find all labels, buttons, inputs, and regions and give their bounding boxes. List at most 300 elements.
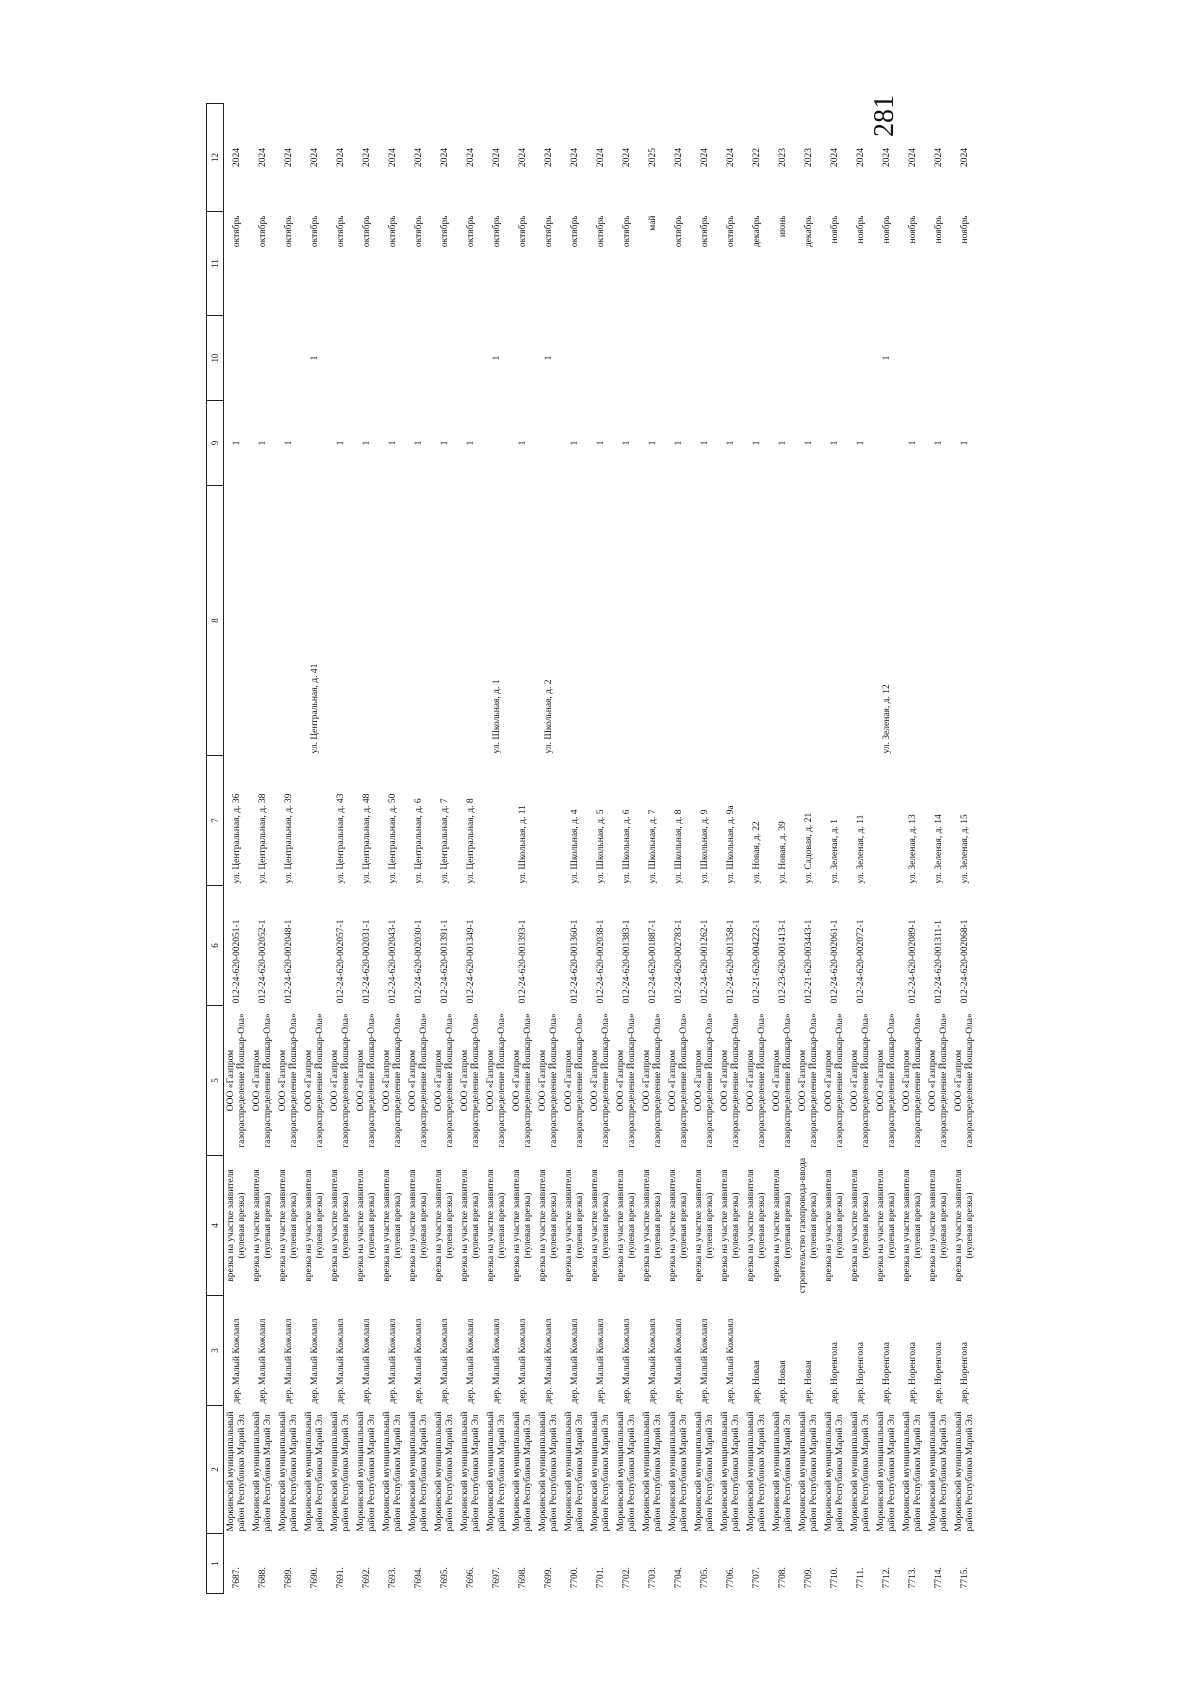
village-cell: дер. Малый Кожлаял [387, 1318, 398, 1404]
organization-cell-line: газораспределение Йошкар-Ола» [913, 1013, 923, 1148]
district-cell [458, 1406, 484, 1534]
district-cell-line: Моркинский муниципальный [772, 1411, 782, 1532]
organization-cell [562, 1006, 588, 1156]
address-alt-cell [224, 486, 251, 756]
organization-cell [510, 1006, 536, 1156]
row-number: 7691. [335, 1567, 346, 1589]
application-code-cell: 012-24-620-002061-1 [829, 919, 840, 1004]
district-cell [380, 1406, 406, 1534]
quantity-alt-cell [614, 316, 640, 401]
application-code-cell [484, 886, 510, 1006]
table-row [484, 104, 510, 1594]
quantity-alt-cell: 1 [543, 355, 554, 361]
year-cell: 2024 [335, 148, 346, 167]
month-cell: октябрь [387, 215, 398, 248]
quantity-alt-cell: 1 [309, 355, 320, 361]
table-row [744, 104, 770, 1594]
work-type-cell [458, 1156, 484, 1296]
quantity-cell: 1 [413, 440, 424, 446]
application-code-cell: 012-24-620-002089-1 [907, 919, 918, 1004]
year-cell: 2024 [881, 148, 892, 167]
village-cell: дер. Малый Кожлаял [543, 1318, 554, 1404]
quantity-alt-cell [926, 316, 952, 401]
organization-cell-line: газораспределение Йошкар-Ола» [939, 1013, 949, 1148]
organization-cell-line: ООО «Газпром [720, 1049, 730, 1112]
district-cell-line: район Республики Марий Эл [549, 1414, 559, 1532]
organization-cell [458, 1006, 484, 1156]
address-alt-cell: ул. Центральная, д. 41 [309, 663, 320, 754]
district-cell [510, 1406, 536, 1534]
table-row [718, 104, 744, 1594]
row-number: 7713. [907, 1567, 918, 1589]
quantity-cell: 1 [439, 440, 450, 446]
district-cell-line: район Республики Марий Эл [835, 1414, 845, 1532]
row-number: 7702. [621, 1567, 632, 1589]
organization-cell [354, 1006, 380, 1156]
month-cell: октябрь [699, 215, 710, 248]
work-type-cell [302, 1156, 328, 1296]
organization-cell-line: газораспределение Йошкар-Ола» [965, 1013, 975, 1148]
address-cell: ул. Центральная, д. 50 [387, 793, 398, 884]
organization-cell-line: газораспределение Йошкар-Ола» [835, 1013, 845, 1148]
table-row [822, 104, 848, 1594]
organization-cell-line: газораспределение Йошкар-Ола» [445, 1013, 455, 1148]
column-header-11: 11 [207, 212, 224, 316]
work-type-cell-line: (нулевая врезка) [341, 1192, 351, 1259]
address-alt-cell [588, 486, 614, 756]
district-cell-line: Моркинский муниципальный [538, 1411, 548, 1532]
organization-cell-line: ООО «Газпром [278, 1049, 288, 1112]
quantity-cell: 1 [257, 440, 268, 446]
month-cell: июнь [777, 215, 788, 238]
row-number: 7706. [725, 1567, 736, 1589]
district-cell-line: район Республики Марий Эл [263, 1414, 273, 1532]
year-cell: 2025 [647, 148, 658, 167]
month-cell: октябрь [621, 215, 632, 248]
organization-cell [614, 1006, 640, 1156]
organization-cell-line: ООО «Газпром [590, 1049, 600, 1112]
address-alt-cell [952, 486, 978, 756]
organization-cell [874, 1006, 900, 1156]
district-cell-line: Моркинский муниципальный [486, 1411, 496, 1532]
work-type-cell-line: (нулевая врезка) [939, 1192, 949, 1259]
row-number: 7697. [491, 1567, 502, 1589]
work-type-cell-line: (нулевая врезка) [237, 1192, 247, 1259]
organization-cell [926, 1006, 952, 1156]
quantity-alt-cell [562, 316, 588, 401]
quantity-alt-cell [432, 316, 458, 401]
gasification-table [206, 103, 978, 1594]
quantity-cell: 1 [361, 440, 372, 446]
village-cell: дер. Малый Кожлаял [569, 1318, 580, 1404]
district-cell-line: Моркинский муниципальный [278, 1411, 288, 1532]
organization-cell-line: ООО «Газпром [564, 1049, 574, 1112]
village-cell: дер. Норенгола [933, 1342, 944, 1404]
work-type-cell-line: (нулевая врезка) [315, 1192, 325, 1259]
organization-cell [770, 1006, 796, 1156]
district-cell-line: Моркинский муниципальный [902, 1411, 912, 1532]
column-header-1: 1 [207, 1534, 224, 1594]
organization-cell-line: ООО «Газпром [486, 1049, 496, 1112]
district-cell [406, 1406, 432, 1534]
district-cell-line: район Республики Марий Эл [679, 1414, 689, 1532]
table-row [510, 104, 536, 1594]
month-cell: октябрь [725, 215, 736, 248]
work-type-cell [848, 1156, 874, 1296]
address-alt-cell [276, 486, 302, 756]
work-type-cell-line: врезка на участке заявителя [642, 1169, 652, 1282]
header-row [207, 104, 224, 1594]
village-cell: дер. Малый Кожлаял [491, 1318, 502, 1404]
district-cell [796, 1406, 822, 1534]
organization-cell-line: ООО «Газпром [382, 1049, 392, 1112]
quantity-alt-cell [900, 316, 926, 401]
village-cell: дер. Новая [777, 1360, 788, 1404]
month-cell: октябрь [517, 215, 528, 248]
organization-cell [744, 1006, 770, 1156]
row-number: 7709. [803, 1567, 814, 1589]
work-type-cell-line: строительство газопровода-ввода [798, 1157, 808, 1294]
work-type-cell-line: (нулевая врезка) [653, 1192, 663, 1259]
address-alt-cell [770, 486, 796, 756]
month-cell: октябрь [283, 215, 294, 248]
table-row [380, 104, 406, 1594]
application-code-cell: 012-24-620-002052-1 [257, 919, 268, 1004]
quantity-alt-cell [640, 316, 666, 401]
district-cell-line: район Республики Марий Эл [575, 1414, 585, 1532]
application-code-cell: 012-24-620-002783-1 [673, 919, 684, 1004]
quantity-cell: 1 [907, 440, 918, 446]
address-cell: ул. Новая, д. 22 [751, 821, 762, 884]
year-cell: 2024 [829, 148, 840, 167]
table-row [848, 104, 874, 1594]
district-cell-line: Моркинский муниципальный [824, 1411, 834, 1532]
application-code-cell: 012-23-620-001413-1 [777, 919, 788, 1004]
organization-cell-line: газораспределение Йошкар-Ола» [731, 1013, 741, 1148]
organization-cell-line: ООО «Газпром [330, 1049, 340, 1112]
organization-cell-line: ООО «Газпром [694, 1049, 704, 1112]
work-type-cell [822, 1156, 848, 1296]
organization-cell [302, 1006, 328, 1156]
table-row [406, 104, 432, 1594]
work-type-cell [926, 1156, 952, 1296]
row-number: 7712. [881, 1567, 892, 1589]
organization-cell-line: газораспределение Йошкар-Ола» [783, 1013, 793, 1148]
district-cell-line: район Республики Марий Эл [601, 1414, 611, 1532]
application-code-cell: 012-24-620-001383-1 [621, 919, 632, 1004]
table-header [207, 104, 224, 1594]
address-cell: ул. Центральная, д. 36 [231, 793, 242, 884]
district-cell [744, 1406, 770, 1534]
work-type-cell [718, 1156, 744, 1296]
month-cell: октябрь [231, 215, 242, 248]
quantity-cell: 1 [283, 440, 294, 446]
district-cell [874, 1406, 900, 1534]
district-cell-line: район Республики Марий Эл [913, 1414, 923, 1532]
year-cell: 2024 [361, 148, 372, 167]
month-cell: ноябрь [959, 215, 970, 244]
organization-cell-line: ООО «Газпром [434, 1049, 444, 1112]
work-type-cell-line: врезка на участке заявителя [278, 1169, 288, 1282]
organization-cell-line: ООО «Газпром [824, 1049, 834, 1112]
address-alt-cell [562, 486, 588, 756]
district-cell-line: район Республики Марий Эл [887, 1414, 897, 1532]
quantity-alt-cell [796, 316, 822, 401]
address-cell: ул. Школьная, д. 5 [595, 809, 606, 884]
organization-cell [406, 1006, 432, 1156]
organization-cell-line: газораспределение Йошкар-Ола» [861, 1013, 871, 1148]
district-cell [328, 1406, 354, 1534]
quantity-alt-cell [666, 316, 692, 401]
organization-cell [536, 1006, 562, 1156]
quantity-alt-cell [744, 316, 770, 401]
organization-cell [848, 1006, 874, 1156]
address-alt-cell [406, 486, 432, 756]
address-alt-cell [380, 486, 406, 756]
quantity-cell: 1 [803, 440, 814, 446]
address-alt-cell [744, 486, 770, 756]
month-cell: май [647, 215, 658, 231]
work-type-cell [952, 1156, 978, 1296]
district-cell-line: район Республики Марий Эл [627, 1414, 637, 1532]
application-code-cell: 012-24-620-002068-1 [959, 919, 970, 1004]
address-cell: ул. Школьная, д. 4 [569, 809, 580, 884]
month-cell: октябрь [413, 215, 424, 248]
month-cell: октябрь [491, 215, 502, 248]
work-type-cell-line: врезка на участке заявителя [304, 1169, 314, 1282]
quantity-alt-cell: 1 [881, 355, 892, 361]
quantity-alt-cell [276, 316, 302, 401]
address-alt-cell [328, 486, 354, 756]
village-cell: дер. Норенгола [829, 1342, 840, 1404]
organization-cell [328, 1006, 354, 1156]
district-cell [926, 1406, 952, 1534]
address-cell: ул. Новая, д. 39 [777, 821, 788, 884]
row-number: 7698. [517, 1567, 528, 1589]
village-cell: дер. Малый Кожлаял [283, 1318, 294, 1404]
year-cell: 2023 [777, 148, 788, 167]
organization-cell [900, 1006, 926, 1156]
organization-cell-line: ООО «Газпром [772, 1049, 782, 1112]
row-number: 7687. [231, 1567, 242, 1589]
address-alt-cell: ул. Школьная, д. 1 [491, 679, 502, 754]
quantity-cell: 1 [569, 440, 580, 446]
work-type-cell-line: врезка на участке заявителя [590, 1169, 600, 1282]
application-code-cell [874, 886, 900, 1006]
village-cell: дер. Новая [803, 1360, 814, 1404]
organization-cell-line: ООО «Газпром [954, 1049, 964, 1112]
quantity-cell [536, 401, 562, 486]
address-alt-cell [848, 486, 874, 756]
district-cell-line: район Республики Марий Эл [653, 1414, 663, 1532]
work-type-cell-line: врезка на участке заявителя [564, 1169, 574, 1282]
district-cell [614, 1406, 640, 1534]
table-row [952, 104, 978, 1594]
work-type-cell [796, 1156, 822, 1296]
table-row [354, 104, 380, 1594]
rotated-table-container [206, 104, 984, 1594]
village-cell: дер. Малый Кожлаял [439, 1318, 450, 1404]
district-cell [536, 1406, 562, 1534]
address-cell: ул. Школьная, д. 9 [699, 809, 710, 884]
work-type-cell [380, 1156, 406, 1296]
district-cell-line: Моркинский муниципальный [642, 1411, 652, 1532]
work-type-cell-line: (нулевая врезка) [705, 1192, 715, 1259]
organization-cell-line: ООО «Газпром [304, 1049, 314, 1112]
application-code-cell: 012-24-620-001262-1 [699, 919, 710, 1004]
column-header-9: 9 [207, 401, 224, 486]
work-type-cell [276, 1156, 302, 1296]
quantity-cell: 1 [231, 440, 242, 446]
application-code-cell: 012-24-620-002072-1 [855, 919, 866, 1004]
district-cell-line: Моркинский муниципальный [798, 1411, 808, 1532]
application-code-cell: 012-24-620-001393-1 [517, 919, 528, 1004]
organization-cell-line: газораспределение Йошкар-Ола» [315, 1013, 325, 1148]
address-alt-cell [432, 486, 458, 756]
district-cell-line: Моркинский муниципальный [876, 1411, 886, 1532]
year-cell: 2024 [257, 148, 268, 167]
table-row [874, 104, 900, 1594]
work-type-cell-line: врезка на участке заявителя [538, 1169, 548, 1282]
month-cell: декабрь [803, 215, 814, 248]
organization-cell-line: газораспределение Йошкар-Ола» [471, 1013, 481, 1148]
address-cell: ул. Центральная, д. 43 [335, 793, 346, 884]
table-row [692, 104, 718, 1594]
district-cell-line: район Республики Марий Эл [965, 1414, 975, 1532]
district-cell-line: Моркинский муниципальный [720, 1411, 730, 1532]
district-cell [484, 1406, 510, 1534]
work-type-cell [614, 1156, 640, 1296]
year-cell: 2024 [699, 148, 710, 167]
work-type-cell-line: (нулевая врезка) [913, 1192, 923, 1259]
work-type-cell-line: врезка на участке заявителя [434, 1169, 444, 1282]
district-cell-line: район Республики Марий Эл [289, 1414, 299, 1532]
row-number: 7695. [439, 1567, 450, 1589]
address-cell [874, 756, 900, 886]
address-cell [302, 756, 328, 886]
row-number: 7689. [283, 1567, 294, 1589]
quantity-alt-cell [718, 316, 744, 401]
work-type-cell-line: (нулевая врезка) [809, 1192, 819, 1259]
month-cell: ноябрь [933, 215, 944, 244]
district-cell [770, 1406, 796, 1534]
district-cell-line: Моркинский муниципальный [382, 1411, 392, 1532]
application-code-cell: 012-24-620-002057-1 [335, 919, 346, 1004]
work-type-cell-line: врезка на участке заявителя [486, 1169, 496, 1282]
village-cell: дер. Малый Кожлаял [335, 1318, 346, 1404]
address-alt-cell [458, 486, 484, 756]
address-cell: ул. Центральная, д. 38 [257, 793, 268, 884]
work-type-cell-line: врезка на участке заявителя [694, 1169, 704, 1282]
district-cell-line: район Республики Марий Эл [861, 1414, 871, 1532]
year-cell: 2024 [413, 148, 424, 167]
organization-cell-line: газораспределение Йошкар-Ола» [289, 1013, 299, 1148]
district-cell-line: район Республики Марий Эл [783, 1414, 793, 1532]
organization-cell-line: ООО «Газпром [902, 1049, 912, 1112]
row-number: 7694. [413, 1567, 424, 1589]
district-cell [692, 1406, 718, 1534]
year-cell: 2024 [595, 148, 606, 167]
work-type-cell [666, 1156, 692, 1296]
district-cell-line: Моркинский муниципальный [460, 1411, 470, 1532]
district-cell-line: район Республики Марий Эл [445, 1414, 455, 1532]
address-cell: ул. Школьная, д. 8 [673, 809, 684, 884]
work-type-cell-line: (нулевая врезка) [965, 1192, 975, 1259]
quantity-cell: 1 [777, 440, 788, 446]
quantity-alt-cell [406, 316, 432, 401]
quantity-cell: 1 [699, 440, 710, 446]
work-type-cell-line: (нулевая врезка) [887, 1192, 897, 1259]
address-cell: ул. Садовая, д. 21 [803, 812, 814, 884]
work-type-cell-line: (нулевая врезка) [263, 1192, 273, 1259]
organization-cell [484, 1006, 510, 1156]
table-body [224, 104, 979, 1594]
organization-cell-line: газораспределение Йошкар-Ола» [575, 1013, 585, 1148]
organization-cell-line: ООО «Газпром [746, 1049, 756, 1112]
year-cell: 2024 [309, 148, 320, 167]
work-type-cell-line: (нулевая врезка) [601, 1192, 611, 1259]
organization-cell-line: газораспределение Йошкар-Ола» [705, 1013, 715, 1148]
year-cell: 2024 [933, 148, 944, 167]
work-type-cell-line: (нулевая врезка) [367, 1192, 377, 1259]
district-cell-line: Моркинский муниципальный [408, 1411, 418, 1532]
organization-cell-line: ООО «Газпром [356, 1049, 366, 1112]
address-cell: ул. Школьная, д. 7 [647, 809, 658, 884]
district-cell-line: район Республики Марий Эл [939, 1414, 949, 1532]
quantity-alt-cell [510, 316, 536, 401]
work-type-cell-line: врезка на участке заявителя [772, 1169, 782, 1282]
district-cell-line: Моркинский муниципальный [694, 1411, 704, 1532]
work-type-cell-line: (нулевая врезка) [523, 1192, 533, 1259]
organization-cell-line: ООО «Газпром [876, 1049, 886, 1112]
work-type-cell-line: (нулевая врезка) [289, 1192, 299, 1259]
quantity-cell: 1 [933, 440, 944, 446]
table-row [224, 104, 251, 1594]
work-type-cell [406, 1156, 432, 1296]
quantity-cell: 1 [595, 440, 606, 446]
quantity-alt-cell [380, 316, 406, 401]
organization-cell-line: ООО «Газпром [226, 1049, 236, 1112]
district-cell [276, 1406, 302, 1534]
month-cell: октябрь [569, 215, 580, 248]
application-code-cell: 012-21-620-004222-1 [751, 919, 762, 1004]
row-number: 7700. [569, 1567, 580, 1589]
application-code-cell: 012-24-620-001360-1 [569, 919, 580, 1004]
organization-cell [822, 1006, 848, 1156]
district-cell [640, 1406, 666, 1534]
quantity-cell: 1 [621, 440, 632, 446]
application-code-cell: 012-24-620-002051-1 [231, 919, 242, 1004]
organization-cell-line: газораспределение Йошкар-Ола» [523, 1013, 533, 1148]
organization-cell [380, 1006, 406, 1156]
organization-cell-line: ООО «Газпром [798, 1049, 808, 1112]
district-cell-line: район Республики Марий Эл [809, 1414, 819, 1532]
address-cell [484, 756, 510, 886]
district-cell [302, 1406, 328, 1534]
table-row [926, 104, 952, 1594]
work-type-cell [744, 1156, 770, 1296]
table-row [588, 104, 614, 1594]
organization-cell-line: ООО «Газпром [850, 1049, 860, 1112]
district-cell-line: Моркинский муниципальный [850, 1411, 860, 1532]
address-cell: ул. Зеленая, д. 1 [829, 818, 840, 884]
year-cell: 2024 [543, 148, 554, 167]
column-header-7: 7 [207, 756, 224, 886]
work-type-cell-line: (нулевая врезка) [627, 1192, 637, 1259]
row-number: 7696. [465, 1567, 476, 1589]
organization-cell-line: газораспределение Йошкар-Ола» [237, 1013, 247, 1148]
quantity-cell [302, 401, 328, 486]
